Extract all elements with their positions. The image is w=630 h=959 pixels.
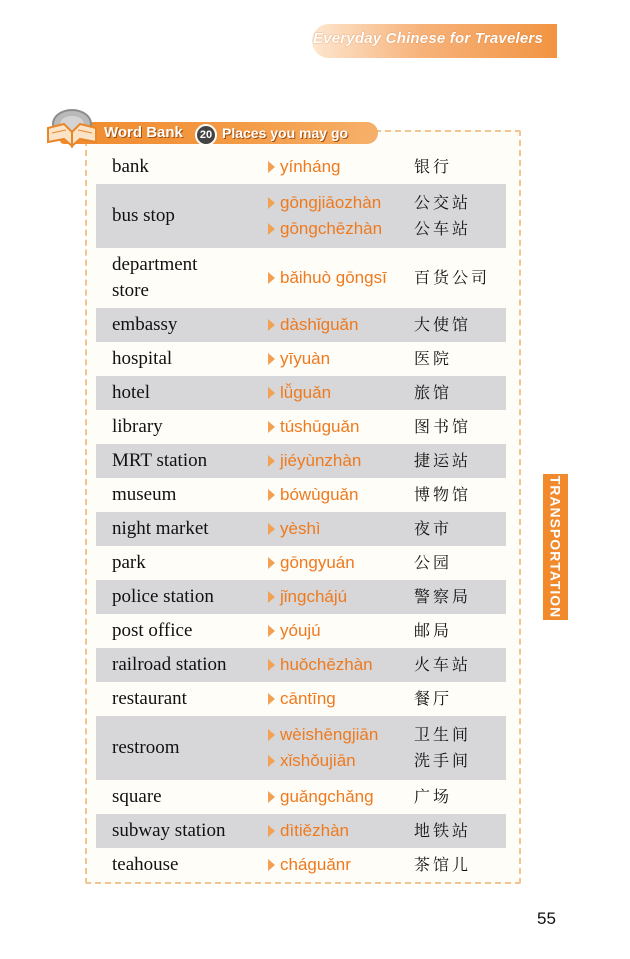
- table-row: [96, 444, 506, 478]
- vocabulary-table: [96, 150, 506, 882]
- arrow-icon: [268, 859, 275, 871]
- book-title: Everyday Chinese for Travelers: [312, 30, 543, 47]
- page-number: 55: [537, 909, 556, 928]
- english-term: subway station: [112, 820, 226, 841]
- pinyin-term: lǚguǎn: [268, 380, 413, 406]
- english-term: night market: [112, 518, 209, 539]
- chinese-term: 公交站: [414, 193, 472, 212]
- chinese-term: 夜市: [414, 519, 453, 538]
- pinyin-term: cāntīng: [268, 686, 413, 712]
- chinese-term: 博物馆: [414, 485, 472, 504]
- table-row: [96, 248, 506, 308]
- pinyin-term: dàshǐguǎn: [268, 312, 413, 338]
- arrow-icon: [268, 729, 275, 741]
- pinyin-term: xǐshǒujiān: [268, 748, 413, 774]
- arrow-icon: [268, 523, 275, 535]
- chinese-term: 图书馆: [414, 417, 472, 436]
- chinese-term: 警察局: [414, 587, 472, 606]
- pinyin-term: túshūguǎn: [268, 414, 413, 440]
- pinyin-term: huǒchēzhàn: [268, 652, 413, 678]
- arrow-icon: [268, 161, 275, 173]
- english-term: restaurant: [112, 688, 187, 709]
- chinese-term: 公园: [414, 553, 453, 572]
- arrow-icon: [268, 591, 275, 603]
- table-row: [96, 342, 506, 376]
- arrow-icon: [268, 625, 275, 637]
- open-book-icon: [42, 104, 100, 150]
- english-term: MRT station: [112, 450, 208, 471]
- arrow-icon: [268, 489, 275, 501]
- pinyin-term: yèshì: [268, 516, 413, 542]
- english-term: park: [112, 552, 146, 573]
- english-term: bus stop: [112, 205, 175, 226]
- arrow-icon: [268, 387, 275, 399]
- pinyin-term: yīyuàn: [268, 346, 413, 372]
- chinese-term: 银行: [414, 157, 453, 176]
- chinese-term: 洗手间: [414, 751, 472, 770]
- english-term: library: [112, 416, 163, 437]
- english-term: hospital: [112, 348, 173, 369]
- pinyin-term: guǎngchǎng: [268, 784, 413, 810]
- section-tab-label: TRANSPORTATION: [547, 475, 564, 619]
- pinyin-term: gōngyuán: [268, 550, 413, 576]
- table-row: [96, 716, 506, 780]
- table-row: [96, 780, 506, 814]
- chinese-term: 广场: [414, 787, 453, 806]
- table-row: [96, 648, 506, 682]
- arrow-icon: [268, 223, 275, 235]
- english-term: department store: [112, 254, 198, 301]
- header-banner: [312, 24, 557, 58]
- table-row: [96, 410, 506, 444]
- chinese-term: 地铁站: [414, 821, 472, 840]
- english-term: restroom: [112, 737, 180, 758]
- word-bank-number-badge: 20: [195, 124, 217, 146]
- section-tab: [543, 474, 568, 620]
- chinese-term: 餐厅: [414, 689, 453, 708]
- arrow-icon: [268, 659, 275, 671]
- chinese-term: 公车站: [414, 219, 472, 238]
- arrow-icon: [268, 353, 275, 365]
- word-bank-title: Places you may go: [222, 125, 349, 141]
- pinyin-term: jǐngchájú: [268, 584, 413, 610]
- pinyin-term: jiéyùnzhàn: [268, 448, 413, 474]
- chinese-term: 百货公司: [414, 268, 491, 287]
- english-term: square: [112, 786, 162, 807]
- arrow-icon: [268, 693, 275, 705]
- english-term: police station: [112, 586, 214, 607]
- chinese-term: 大使馆: [414, 315, 472, 334]
- table-row: [96, 682, 506, 716]
- pinyin-term: bówùguǎn: [268, 482, 413, 508]
- table-row: [96, 814, 506, 848]
- table-row: [96, 376, 506, 410]
- pinyin-term: wèishēngjiān: [268, 722, 413, 748]
- arrow-icon: [268, 455, 275, 467]
- word-bank-label: Word Bank: [104, 124, 183, 141]
- table-row: [96, 184, 506, 248]
- english-term: post office: [112, 620, 193, 641]
- table-row: [96, 478, 506, 512]
- english-term: railroad station: [112, 654, 227, 675]
- chinese-term: 医院: [414, 349, 453, 368]
- chinese-term: 捷运站: [414, 451, 472, 470]
- english-term: hotel: [112, 382, 150, 403]
- english-term: teahouse: [112, 854, 179, 875]
- english-term: museum: [112, 484, 177, 505]
- table-row: [96, 580, 506, 614]
- arrow-icon: [268, 272, 275, 284]
- chinese-term: 卫生间: [414, 725, 472, 744]
- chinese-term: 茶馆儿: [414, 855, 472, 874]
- pinyin-term: yínháng: [268, 154, 413, 180]
- pinyin-term: bǎihuò gōngsī: [268, 265, 413, 291]
- pinyin-term: yóujú: [268, 618, 413, 644]
- pinyin-term: gōngchēzhàn: [268, 216, 413, 242]
- table-row: [96, 308, 506, 342]
- arrow-icon: [268, 791, 275, 803]
- english-term: embassy: [112, 314, 178, 335]
- arrow-icon: [268, 319, 275, 331]
- table-row: [96, 614, 506, 648]
- pinyin-term: gōngjiāozhàn: [268, 190, 413, 216]
- table-row: [96, 150, 506, 184]
- chinese-term: 旅馆: [414, 383, 453, 402]
- arrow-icon: [268, 197, 275, 209]
- chinese-term: 邮局: [414, 621, 453, 640]
- pinyin-term: cháguǎnr: [268, 852, 413, 878]
- table-row: [96, 848, 506, 882]
- pinyin-term: dìtiězhàn: [268, 818, 413, 844]
- arrow-icon: [268, 825, 275, 837]
- table-row: [96, 512, 506, 546]
- arrow-icon: [268, 755, 275, 767]
- english-term: bank: [112, 156, 149, 177]
- arrow-icon: [268, 557, 275, 569]
- table-row: [96, 546, 506, 580]
- chinese-term: 火车站: [414, 655, 472, 674]
- arrow-icon: [268, 421, 275, 433]
